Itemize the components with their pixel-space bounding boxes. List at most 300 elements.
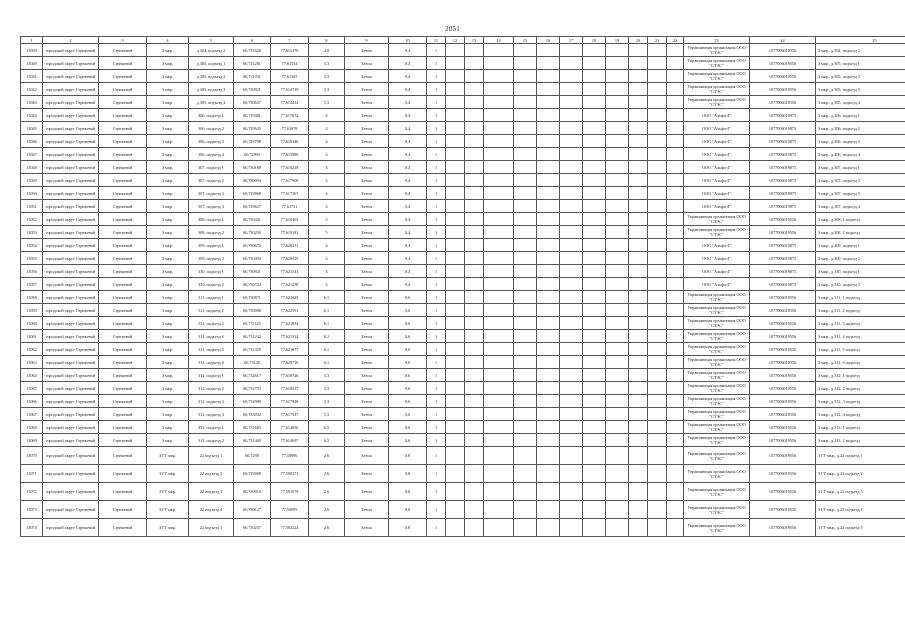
cell-c12 <box>446 44 465 57</box>
cell-c14 <box>484 239 514 252</box>
cell-c14 <box>484 200 514 213</box>
cell-municipality: городской округ Стрежевой <box>43 501 99 519</box>
cell-c16 <box>537 434 560 447</box>
cell-municipality: городской округ Стрежевой <box>43 408 99 421</box>
cell-c18 <box>583 148 606 161</box>
cell-surface: Бетон <box>345 187 389 200</box>
cell-c13 <box>465 501 484 519</box>
cell-c21 <box>648 501 667 519</box>
cell-settlement: Стрежевой <box>99 501 147 519</box>
cell-district: 3 ГГ мкр. <box>147 483 189 501</box>
table-row <box>21 213 905 226</box>
cell-surface: Бетон <box>345 213 389 226</box>
cell-c22 <box>667 408 684 421</box>
cell-location: 3 ГГ мкр., д.22 подъезд 2 <box>816 465 905 483</box>
cell-volume: 0,4 <box>389 265 427 278</box>
cell-area: 5,3 <box>309 83 345 96</box>
cell-c17 <box>560 434 583 447</box>
cell-c18 <box>583 213 606 226</box>
cell-district: 4 <box>147 37 189 44</box>
cell-owner-ogrn: 1077006019556 <box>750 83 816 96</box>
cell-owner-ogrn: 1077006019556 <box>750 434 816 447</box>
cell-c18 <box>583 356 606 369</box>
cell-district: 3 мкр. <box>147 330 189 343</box>
cell-longitude: 77,622625 <box>271 291 309 304</box>
cell-district: 3 мкр. <box>147 434 189 447</box>
cell-settlement: Стрежевой <box>99 187 147 200</box>
cell-building: 312, подъезд 3 <box>189 395 234 408</box>
cell-latitude: 60,730921 <box>234 83 271 96</box>
cell-latitude: 60,729645 <box>234 122 271 135</box>
cell-c12 <box>446 57 465 70</box>
cell-c12 <box>446 421 465 434</box>
cell-c16 <box>537 187 560 200</box>
cell-owner-ogrn: 1077006019556 <box>750 44 816 57</box>
cell-latitude: 60,730637 <box>234 96 271 109</box>
cell-surface: Бетон <box>345 317 389 330</box>
cell-c22 <box>667 187 684 200</box>
cell-building: 306, подъезд 1 <box>189 109 234 122</box>
cell-c20 <box>629 135 648 148</box>
cell-c16 <box>537 317 560 330</box>
cell-volume: 0,6 <box>389 382 427 395</box>
cell-district: 3 ГГ мкр. <box>147 501 189 519</box>
cell-c16 <box>537 174 560 187</box>
cell-location: 3 мкр., д.313, 2 подъезд <box>816 434 905 447</box>
cell-c16 <box>537 109 560 122</box>
cell-c16 <box>537 252 560 265</box>
cell-settlement: Стрежевой <box>99 265 147 278</box>
cell-c20 <box>629 148 648 161</box>
cell-c17 <box>560 447 583 465</box>
cell-c12 <box>446 252 465 265</box>
cell-c22 <box>667 447 684 465</box>
cell-c16 <box>537 265 560 278</box>
cell-record-id: 13055 <box>21 252 43 265</box>
cell-c12 <box>446 96 465 109</box>
cell-c19 <box>606 174 629 187</box>
cell-district: 3 мкр. <box>147 382 189 395</box>
cell-c17: 17 <box>560 37 583 44</box>
cell-district: 3 мкр. <box>147 291 189 304</box>
cell-container-count: 1 <box>427 519 446 537</box>
cell-building: 22 подъезд 4 <box>189 501 234 519</box>
cell-c16 <box>537 501 560 519</box>
cell-c14 <box>484 57 514 70</box>
cell-c12 <box>446 239 465 252</box>
cell-record-id: 13041 <box>21 70 43 83</box>
cell-record-id: 13066 <box>21 395 43 408</box>
cell-c19 <box>606 291 629 304</box>
cell-surface: Бетон <box>345 239 389 252</box>
cell-area: 6,1 <box>309 343 345 356</box>
cell-area: 4 <box>309 148 345 161</box>
cell-latitude: 60,730672 <box>234 239 271 252</box>
cell-c20 <box>629 369 648 382</box>
cell-c15 <box>514 356 537 369</box>
cell-building: 307, подъезд 2 <box>189 174 234 187</box>
cell-owner-ogrn: 1077006019556 <box>750 483 816 501</box>
cell-district: 3 мкр. <box>147 265 189 278</box>
cell-container-count: 1 <box>427 265 446 278</box>
cell-c19 <box>606 239 629 252</box>
cell-c22 <box>667 304 684 317</box>
cell-c21 <box>648 356 667 369</box>
cell-c15 <box>514 434 537 447</box>
cell-c19 <box>606 109 629 122</box>
cell-c20 <box>629 465 648 483</box>
cell-c19 <box>606 395 629 408</box>
cell-c13 <box>465 278 484 291</box>
cell-municipality: городской округ Стрежевой <box>43 304 99 317</box>
cell-c13 <box>465 239 484 252</box>
cell-surface: Бетон <box>345 304 389 317</box>
cell-c20 <box>629 395 648 408</box>
cell-area: 4 <box>309 187 345 200</box>
cell-record-id: 13062 <box>21 343 43 356</box>
cell-latitude: 60,729798 <box>234 135 271 148</box>
cell-owner: Управляющая организация ООО "СТЭС" <box>684 501 750 519</box>
cell-c14 <box>484 278 514 291</box>
table-row <box>21 44 905 57</box>
cell-c13 <box>465 226 484 239</box>
cell-latitude: 60,730250 <box>234 226 271 239</box>
cell-c21 <box>648 135 667 148</box>
cell-c19 <box>606 382 629 395</box>
cell-record-id: 13058 <box>21 291 43 304</box>
cell-volume: 0,8 <box>389 483 427 501</box>
cell-c16 <box>537 122 560 135</box>
cell-record-id: 13051 <box>21 200 43 213</box>
cell-c13 <box>465 434 484 447</box>
cell-location: 3 мкр., д.306, подъезд 1 <box>816 109 905 122</box>
cell-c20 <box>629 421 648 434</box>
cell-area: 5 <box>309 226 345 239</box>
cell-longitude: 77,617567 <box>271 187 309 200</box>
cell-c13 <box>465 57 484 70</box>
cell-location: 3 мкр., д.311, 6 подъезд <box>816 356 905 369</box>
cell-c15 <box>514 83 537 96</box>
cell-owner-ogrn: 1077006019556 <box>750 343 816 356</box>
cell-longitude: 77,617928 <box>271 395 309 408</box>
cell-area: 5,3 <box>309 408 345 421</box>
cell-owner-ogrn: 1077006019875 <box>750 109 816 122</box>
table-row <box>21 70 905 83</box>
cell-c22 <box>667 519 684 537</box>
cell-longitude: 77,618218 <box>271 161 309 174</box>
cell-municipality: городской округ Стрежевой <box>43 96 99 109</box>
cell-container-count: 11 <box>427 37 446 44</box>
cell-municipality: городской округ Стрежевой <box>43 70 99 83</box>
cell-c22 <box>667 135 684 148</box>
cell-settlement: Стрежевой <box>99 304 147 317</box>
cell-municipality: городской округ Стрежевой <box>43 44 99 57</box>
cell-c20 <box>629 57 648 70</box>
cell-c17 <box>560 343 583 356</box>
cell-record-id: 13053 <box>21 226 43 239</box>
cell-area: 5,3 <box>309 57 345 70</box>
cell-record-id: 13069 <box>21 434 43 447</box>
cell-c15 <box>514 265 537 278</box>
cell-c15: 15 <box>514 37 537 44</box>
cell-c21 <box>648 330 667 343</box>
cell-district: 3 мкр. <box>147 122 189 135</box>
cell-c16 <box>537 239 560 252</box>
cell-c15 <box>514 447 537 465</box>
cell-area: 2,6 <box>309 465 345 483</box>
cell-c18 <box>583 226 606 239</box>
cell-location: 3 мкр., д.311, 4 подъезд <box>816 330 905 343</box>
cell-owner: ООО "Альфа-4" <box>684 122 750 135</box>
cell-latitude: 60,729481 <box>234 109 271 122</box>
cell-c22 <box>667 317 684 330</box>
cell-volume: 0,4 <box>389 226 427 239</box>
cell-record-id: 13042 <box>21 83 43 96</box>
cell-location: 3 мкр., д.307, подъезд 4 <box>816 200 905 213</box>
cell-c21 <box>648 174 667 187</box>
cell-surface: Бетон <box>345 434 389 447</box>
cell-c18 <box>583 187 606 200</box>
cell-c16 <box>537 44 560 57</box>
cell-c17 <box>560 96 583 109</box>
cell-c14 <box>484 161 514 174</box>
cell-c20 <box>629 122 648 135</box>
cell-c14 <box>484 395 514 408</box>
cell-volume: 0,4 <box>389 278 427 291</box>
cell-latitude: 60,729868 <box>234 187 271 200</box>
cell-c17 <box>560 465 583 483</box>
cell-c18 <box>583 135 606 148</box>
cell-c20 <box>629 70 648 83</box>
cell-surface: Бетон <box>345 135 389 148</box>
cell-owner-ogrn: 1077006019556 <box>750 421 816 434</box>
cell-settlement: Стрежевой <box>99 161 147 174</box>
cell-c18 <box>583 421 606 434</box>
cell-area: 5,3 <box>309 382 345 395</box>
cell-c17 <box>560 278 583 291</box>
cell-volume: 0,6 <box>389 408 427 421</box>
cell-c12 <box>446 70 465 83</box>
cell-area: 2,6 <box>309 519 345 537</box>
cell-latitude: 60,731031 <box>234 70 271 83</box>
cell-location: 3 мкр., д.307, подъезд 2 <box>816 174 905 187</box>
cell-settlement: Стрежевой <box>99 44 147 57</box>
cell-container-count: 1 <box>427 356 446 369</box>
cell-area: 4 <box>309 135 345 148</box>
cell-c17 <box>560 239 583 252</box>
cell-volume: 0,6 <box>389 421 427 434</box>
cell-c20 <box>629 304 648 317</box>
cell-record-id: 13073 <box>21 501 43 519</box>
cell-area: 4 <box>309 109 345 122</box>
cell-area: 6,5 <box>309 421 345 434</box>
cell-building: 311, подъезд 3 <box>189 317 234 330</box>
cell-latitude: 60,732753 <box>234 382 271 395</box>
cell-c20 <box>629 161 648 174</box>
table-row <box>21 239 905 252</box>
cell-longitude: 77,614697 <box>271 434 309 447</box>
cell-c18 <box>583 200 606 213</box>
cell-c14 <box>484 434 514 447</box>
cell-municipality: городской округ Стрежевой <box>43 252 99 265</box>
cell-record-id: 13054 <box>21 239 43 252</box>
cell-surface: Бетон <box>345 252 389 265</box>
table-row <box>21 96 905 109</box>
cell-latitude: 60,729627 <box>234 200 271 213</box>
cell-area: 4 <box>309 278 345 291</box>
cell-location: 3 мкр., д.312, 3 подъезд <box>816 395 905 408</box>
cell-municipality: городской округ Стрежевой <box>43 278 99 291</box>
cell-c19 <box>606 252 629 265</box>
cell-c14 <box>484 519 514 537</box>
cell-municipality: городской округ Стрежевой <box>43 356 99 369</box>
cell-c14 <box>484 96 514 109</box>
table-row <box>21 174 905 187</box>
cell-c16 <box>537 369 560 382</box>
cell-c21 <box>648 265 667 278</box>
table-row <box>21 369 905 382</box>
cell-volume: 0,8 <box>389 519 427 537</box>
cell-c16 <box>537 96 560 109</box>
cell-location: 3 мкр., д.312, 1 подъезд <box>816 369 905 382</box>
cell-c14 <box>484 187 514 200</box>
cell-c21 <box>648 519 667 537</box>
cell-c12 <box>446 161 465 174</box>
table-row <box>21 200 905 213</box>
cell-area: 4 <box>309 200 345 213</box>
cell-owner: Управляющая организация ООО "СТЭС" <box>684 395 750 408</box>
cell-settlement: Стрежевой <box>99 174 147 187</box>
cell-location: 3 мкр., д.305, подъезд 3 <box>816 83 905 96</box>
cell-volume: 0,8 <box>389 447 427 465</box>
cell-c17 <box>560 330 583 343</box>
cell-c18 <box>583 265 606 278</box>
cell-district: 3 мкр. <box>147 369 189 382</box>
cell-c18: 18 <box>583 37 606 44</box>
cell-c22 <box>667 96 684 109</box>
cell-municipality: городской округ Стрежевой <box>43 291 99 304</box>
cell-longitude: 77,614432 <box>271 96 309 109</box>
cell-owner: Управляющая организация ООО "СТЭС" <box>684 369 750 382</box>
cell-c18 <box>583 83 606 96</box>
cell-c19 <box>606 213 629 226</box>
cell-volume: 0,4 <box>389 213 427 226</box>
cell-c16 <box>537 70 560 83</box>
table-row <box>21 465 905 483</box>
cell-c13 <box>465 382 484 395</box>
cell-record-id: 13048 <box>21 161 43 174</box>
cell-settlement: Стрежевой <box>99 213 147 226</box>
cell-record-id: 13063 <box>21 356 43 369</box>
cell-c20 <box>629 187 648 200</box>
cell-c22 <box>667 501 684 519</box>
cell-area: 4 <box>309 122 345 135</box>
cell-c16 <box>537 278 560 291</box>
cell-location: 3 мкр., д.312, 4 подъезд <box>816 408 905 421</box>
cell-volume: 0,4 <box>389 174 427 187</box>
cell-c12 <box>446 343 465 356</box>
cell-record-id: 13047 <box>21 148 43 161</box>
cell-c19 <box>606 57 629 70</box>
cell-municipality: городской округ Стрежевой <box>43 465 99 483</box>
cell-container-count: 1 <box>427 44 446 57</box>
cell-municipality: городской округ Стрежевой <box>43 135 99 148</box>
cell-volume: 0,4 <box>389 148 427 161</box>
cell-c20 <box>629 483 648 501</box>
cell-building: 312, подъезд 2 <box>189 382 234 395</box>
cell-c13 <box>465 343 484 356</box>
cell-municipality: городской округ Стрежевой <box>43 109 99 122</box>
cell-municipality: городской округ Стрежевой <box>43 382 99 395</box>
cell-c18 <box>583 395 606 408</box>
cell-c13 <box>465 70 484 83</box>
cell-building: 310, подъезд 1 <box>189 265 234 278</box>
cell-c17 <box>560 483 583 501</box>
cell-owner-ogrn: 1077006019556 <box>750 70 816 83</box>
cell-latitude: 60,72993 <box>234 148 271 161</box>
cell-district: 3 мкр. <box>147 278 189 291</box>
cell-volume: 0,4 <box>389 200 427 213</box>
cell-volume: 0,4 <box>389 83 427 96</box>
cell-c19 <box>606 343 629 356</box>
cell-c14 <box>484 213 514 226</box>
cell-c17 <box>560 291 583 304</box>
cell-location: 3 мкр., д.305, подъезд 4 <box>816 96 905 109</box>
cell-c14 <box>484 109 514 122</box>
cell-volume: 0,6 <box>389 343 427 356</box>
cell-c21 <box>648 109 667 122</box>
cell-building: д.305, подъезд 3 <box>189 83 234 96</box>
cell-district: 3 мкр. <box>147 213 189 226</box>
cell-c19 <box>606 330 629 343</box>
cell-area: 4 <box>309 239 345 252</box>
cell-c14 <box>484 465 514 483</box>
cell-c18 <box>583 330 606 343</box>
cell-c22: 22 <box>667 37 684 44</box>
cell-owner-ogrn: 1077006019556 <box>750 356 816 369</box>
cell-longitude: 77,618726 <box>271 369 309 382</box>
cell-owner: 23 <box>684 37 750 44</box>
cell-c22 <box>667 343 684 356</box>
cell-c13 <box>465 395 484 408</box>
cell-c22 <box>667 161 684 174</box>
cell-area: 2,6 <box>309 447 345 465</box>
cell-c16 <box>537 83 560 96</box>
cell-c13 <box>465 421 484 434</box>
cell-c12 <box>446 278 465 291</box>
cell-record-id: 13045 <box>21 122 43 135</box>
cell-c20 <box>629 447 648 465</box>
cell-owner: ООО "Альфа-4" <box>684 187 750 200</box>
cell-district: 3 мкр. <box>147 174 189 187</box>
cell-volume: 0,4 <box>389 252 427 265</box>
cell-longitude: 77,621834 <box>271 317 309 330</box>
cell-owner-ogrn: 1077006019875 <box>750 122 816 135</box>
cell-container-count: 1 <box>427 70 446 83</box>
cell-owner-ogrn: 1077006019556 <box>750 304 816 317</box>
cell-c12 <box>446 148 465 161</box>
cell-c18 <box>583 434 606 447</box>
cell-c22 <box>667 174 684 187</box>
table-row <box>21 161 905 174</box>
cell-c20 <box>629 291 648 304</box>
cell-record-id: 13061 <box>21 330 43 343</box>
cell-c20 <box>629 408 648 421</box>
cell-c12 <box>446 519 465 537</box>
cell-owner: Управляющая организация ООО "СТЭС" <box>684 304 750 317</box>
cell-volume: 0,6 <box>389 369 427 382</box>
cell-location: 3 мкр., д.309, подъезд 2 <box>816 252 905 265</box>
